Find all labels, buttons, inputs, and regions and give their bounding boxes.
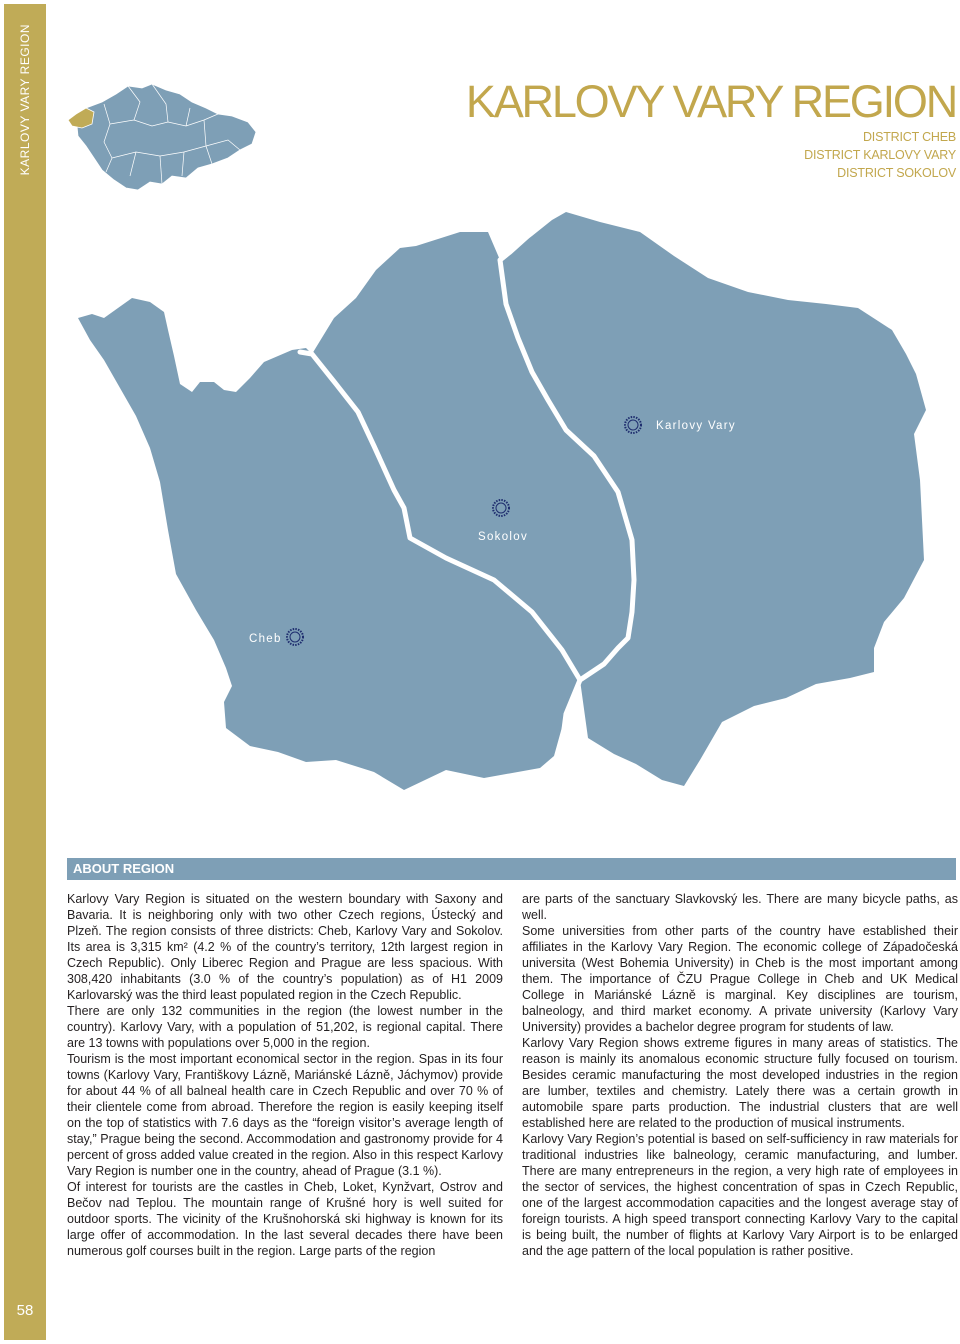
about-paragraph: Karlovy Vary Region is situated on the western boundary with Saxony and Bavaria. It is neighboring only with two other Czech regions, Ústecký and Plzeň. The region consists of three districts: Cheb, Karlovy Vary and Sokolov. Its area is 3,315 km² (4.2 % of the country’s territory, 12th largest region in Czech Republic). Only Liberec Region and Prague are less spacious. With 308,420 inhabitants (3.0 % of the country’s population) as of H1 2009 Karlovarský was the third least populated region in the Czech Republic. <box>67 892 503 1002</box>
about-paragraph: Of interest for tourists are the castles in Cheb, Loket, Kynžvart, Ostrov and Bečov nad Teplou. The mountain range of Krušné hory is well suited for outdoor sports. The vicinity of the Krušnohorská ski highway is known for its large offer of accommodation. In the last several decades there have been numerous golf courses built in the region. Large parts of the region <box>67 1180 503 1258</box>
about-text-right-column <box>522 891 958 1259</box>
city-label-karlovy-vary: Karlovy Vary <box>656 420 736 432</box>
region-map <box>72 208 960 800</box>
city-label-sokolov: Sokolov <box>478 531 529 543</box>
district-item-sokolov: DISTRICT SOKOLOV <box>837 166 956 180</box>
czech-republic-outline <box>76 84 256 190</box>
sidebar-region-label: KARLOVY VARY REGION <box>18 24 32 176</box>
sidebar <box>4 4 46 1340</box>
district-list <box>804 128 956 182</box>
page-title: KARLOVY VARY REGION <box>465 76 956 127</box>
about-paragraph: Tourism is the most important economical sector in the region. Spas in its four towns (Karlovy Vary, Františkovy Lázně, Mariánské Lázně, Jáchymov) provide for about 44 % of all balneal health care in Czech Republic and over 70 % of their clientele come from abroad. Therefore the region is easily keeping itself on the top of statistics with 7.6 days as the “foreign visitor’s average length of stay,” Prague being the second. Accommodation and gastronomy provide for 4 percent of gross added value created in the region. Also in this respect Karlovy Vary Region is number one in the country, ahead of Prague (3.1 %). <box>67 1052 503 1178</box>
page-number: 58 <box>16 1302 34 1319</box>
karlovy-vary-region-highlight <box>68 108 94 128</box>
about-paragraph: Karlovy Vary Region shows extreme figures in many areas of statistics. The reason is mainly its anomalous economic structure fully focused on tourism. Besides ceramic manufacturing the most developed industries in the region are lumber, textiles and chemistry. Lately there was a certain growth in automobile spare parts production. The industrial clusters that are well established here are related to the production of musical instruments. <box>522 1036 958 1130</box>
district-item-karlovy-vary: DISTRICT KARLOVY VARY <box>804 148 956 162</box>
about-region-heading: ABOUT REGION <box>67 858 956 880</box>
czech-republic-inset-map <box>64 80 260 195</box>
about-text-left-column <box>67 891 503 1259</box>
about-paragraph: Karlovy Vary Region’s potential is based on self-sufficiency in raw materials for traditional industries like balneology, ceramic manufacturing, and lumber. There are many entrepreneurs in the region, a very high rate of employees in the sector of services, the highest concentration of spas in Czech Republic, one of the largest accommodation capacities and the longest average stay of foreign tourists. A high speed transport connecting Karlovy Vary to the capital is being built, the number of flights at Karlovy Vary Airport is to be enlarged and the age pattern of the local population is rather positive. <box>522 1132 958 1258</box>
about-paragraph: There are only 132 communities in the region (the lowest number in the country). Karlovy Vary, with a population of 51,202, is regional capital. There are 13 towns with populations over 5,000 in the region. <box>67 1004 503 1050</box>
district-item-cheb: DISTRICT CHEB <box>862 130 956 144</box>
city-label-cheb: Cheb <box>249 633 282 645</box>
about-paragraph: Some universities from other parts of the country have established their affiliates in the Karlovy Vary Region. The economic college of Západočeská universita (West Bohemia University) in Cheb is the most important among them. The importance of ČZU Prague College in Cheb and UK Medical College in Mariánské Lázně is marginal. Key disciplines are tourism, balneology, and third market economy. A private university (Karlovy Vary University) provides a bachelor degree program for students of law. <box>522 924 958 1034</box>
about-paragraph: are parts of the sanctuary Slavkovský les. There are many bicycle paths, as well. <box>522 892 958 922</box>
